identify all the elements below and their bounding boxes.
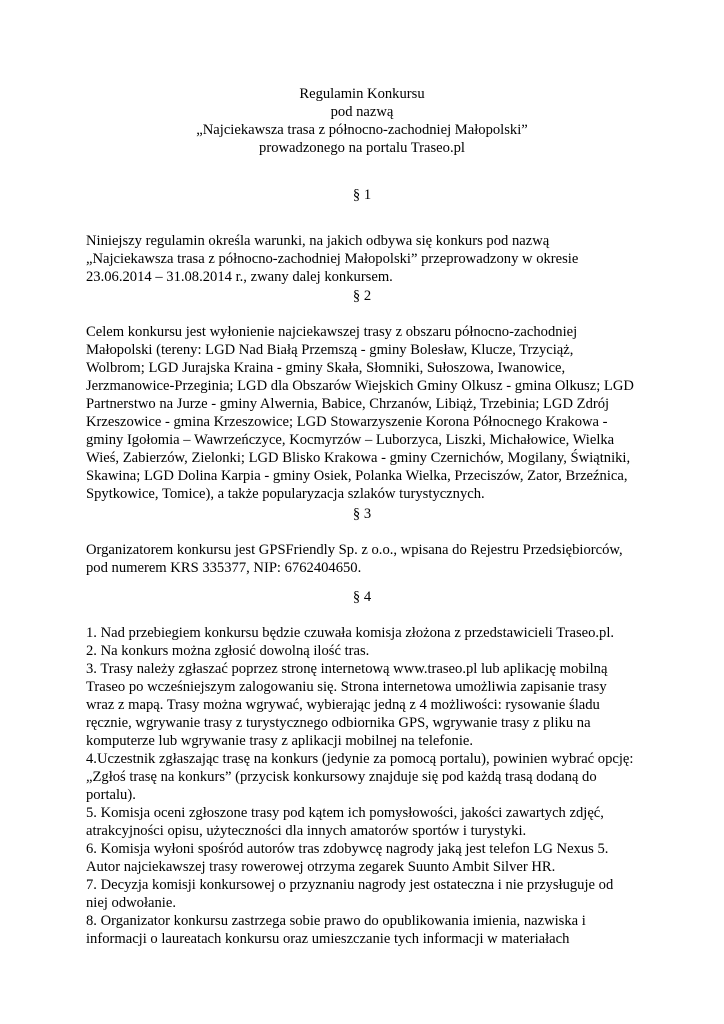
text-line: 5. Komisja oceni zgłoszone trasy pod kątem ich pomysłowości, jakości zawartych zdjęć,: [86, 805, 604, 821]
text-line: 8. Organizator konkursu zastrzega sobie prawo do opublikowania imienia, nazwiska i: [86, 913, 586, 929]
text-line: ręcznie, wgrywanie trasy z turystycznego odbiornika GPS, wgrywanie trasy z pliku na: [86, 715, 591, 731]
text-line: 1. Nad przebiegiem konkursu będzie czuwała komisja złożona z przedstawicieli Traseo.pl.: [86, 625, 615, 641]
text-line: Krzeszowice - gmina Krzeszowice; LGD Stowarzyszenie Korona Północnego Krakowa -: [86, 414, 608, 430]
title-line: „Najciekawsza trasa z północno-zachodniej Małopolski”: [196, 122, 528, 138]
text-line: Spytkowice, Tomice), a także popularyzacja szlaków turystycznych.: [86, 486, 485, 502]
text-line: 3. Trasy należy zgłaszać poprzez stronę internetową www.traseo.pl lub aplikację mobilną: [86, 661, 608, 677]
text-line: pod numerem KRS 335377, NIP: 6762404650.: [86, 560, 362, 576]
title-line: prowadzonego na portalu Traseo.pl: [259, 140, 465, 156]
section-1-text: [86, 232, 646, 286]
section-4-text: [86, 624, 646, 948]
text-line: Niniejszy regulamin określa warunki, na jakich odbywa się konkurs pod nazwą: [86, 233, 550, 249]
text-line: gminy Igołomia – Wawrzeńczyce, Kocmyrzów – Luborzyca, Liszki, Michałowice, Wielka: [86, 432, 615, 448]
title-line: Regulamin Konkursu: [299, 86, 425, 102]
text-line: atrakcyjności opisu, użyteczności dla innych amatorów sportów i turystyki.: [86, 823, 527, 839]
text-line: Skawina; LGD Dolina Karpia - gminy Osiek, Polanka Wielka, Przeciszów, Zator, Brzeźnica,: [86, 468, 628, 484]
text-line: Celem konkursu jest wyłonienie najciekawszej trasy z obszaru północno-zachodniej: [86, 324, 578, 340]
text-line: „Najciekawsza trasa z północno-zachodniej Małopolski” przeprowadzony w okresie: [86, 251, 579, 267]
document-title: [0, 85, 724, 157]
section-1-mark: § 1: [352, 187, 372, 203]
text-line: Traseo po wcześniejszym zalogowaniu się. Strona internetowa umożliwia zapisanie trasy: [86, 679, 607, 695]
text-line: Jerzmanowice-Przeginia; LGD dla Obszarów Wiejskich Gminy Olkusz - gmina Olkusz; LGD: [86, 378, 634, 394]
text-line: Organizatorem konkursu jest GPSFriendly Sp. z o.o., wpisana do Rejestru Przedsiębiorców,: [86, 542, 623, 558]
text-line: 7. Decyzja komisji konkursowej o przyznaniu nagrody jest ostateczna i nie przysługuje od: [86, 877, 614, 893]
text-line: 4.Uczestnik zgłaszając trasę na konkurs (jedynie za pomocą portalu), powinien wybrać opcję:: [86, 751, 634, 767]
text-line: niej odwołanie.: [86, 895, 176, 911]
text-line: 6. Komisja wyłoni spośród autorów tras zdobywcę nagrody jaką jest telefon LG Nexus 5.: [86, 841, 609, 857]
text-line: 2. Na konkurs można zgłosić dowolną ilość tras.: [86, 643, 370, 659]
text-line: 23.06.2014 – 31.08.2014 r., zwany dalej konkursem.: [86, 269, 393, 285]
section-2-mark: § 2: [352, 288, 372, 304]
text-line: Małopolski (tereny: LGD Nad Białą Przemszą - gminy Bolesław, Klucze, Trzyciąż,: [86, 342, 574, 358]
text-line: Autor najciekawszej trasy rowerowej otrzyma zegarek Suunto Ambit Silver HR.: [86, 859, 556, 875]
section-2-text: [86, 323, 646, 503]
text-line: „Zgłoś trasę na konkurs” (przycisk konkursowy znajduje się pod każdą trasą dodaną do: [86, 769, 597, 785]
section-3-text: [86, 541, 646, 577]
text-line: Wolbrom; LGD Jurajska Kraina - gminy Skała, Słomniki, Sułoszowa, Iwanowice,: [86, 360, 566, 376]
text-line: wraz z mapą. Trasy można wgrywać, wybierając jedną z 4 możliwości: rysowanie śladu: [86, 697, 600, 713]
title-line: pod nazwą: [330, 104, 394, 120]
text-line: Wieś, Zabierzów, Zielonki; LGD Blisko Krakowa - gminy Czernichów, Mogilany, Świątniki,: [86, 450, 631, 466]
text-line: komputerze lub wgrywanie trasy z aplikacji mobilnej na telefonie.: [86, 733, 474, 749]
section-3-mark: § 3: [352, 506, 372, 522]
text-line: Partnerstwo na Jurze - gminy Alwernia, Babice, Chrzanów, Libiąż, Trzebinia; LGD Zdrój: [86, 396, 610, 412]
text-line: informacji o laureatach konkursu oraz umieszczanie tych informacji w materiałach: [86, 931, 570, 947]
section-4-mark: § 4: [352, 589, 372, 605]
text-line: portalu).: [86, 787, 136, 803]
